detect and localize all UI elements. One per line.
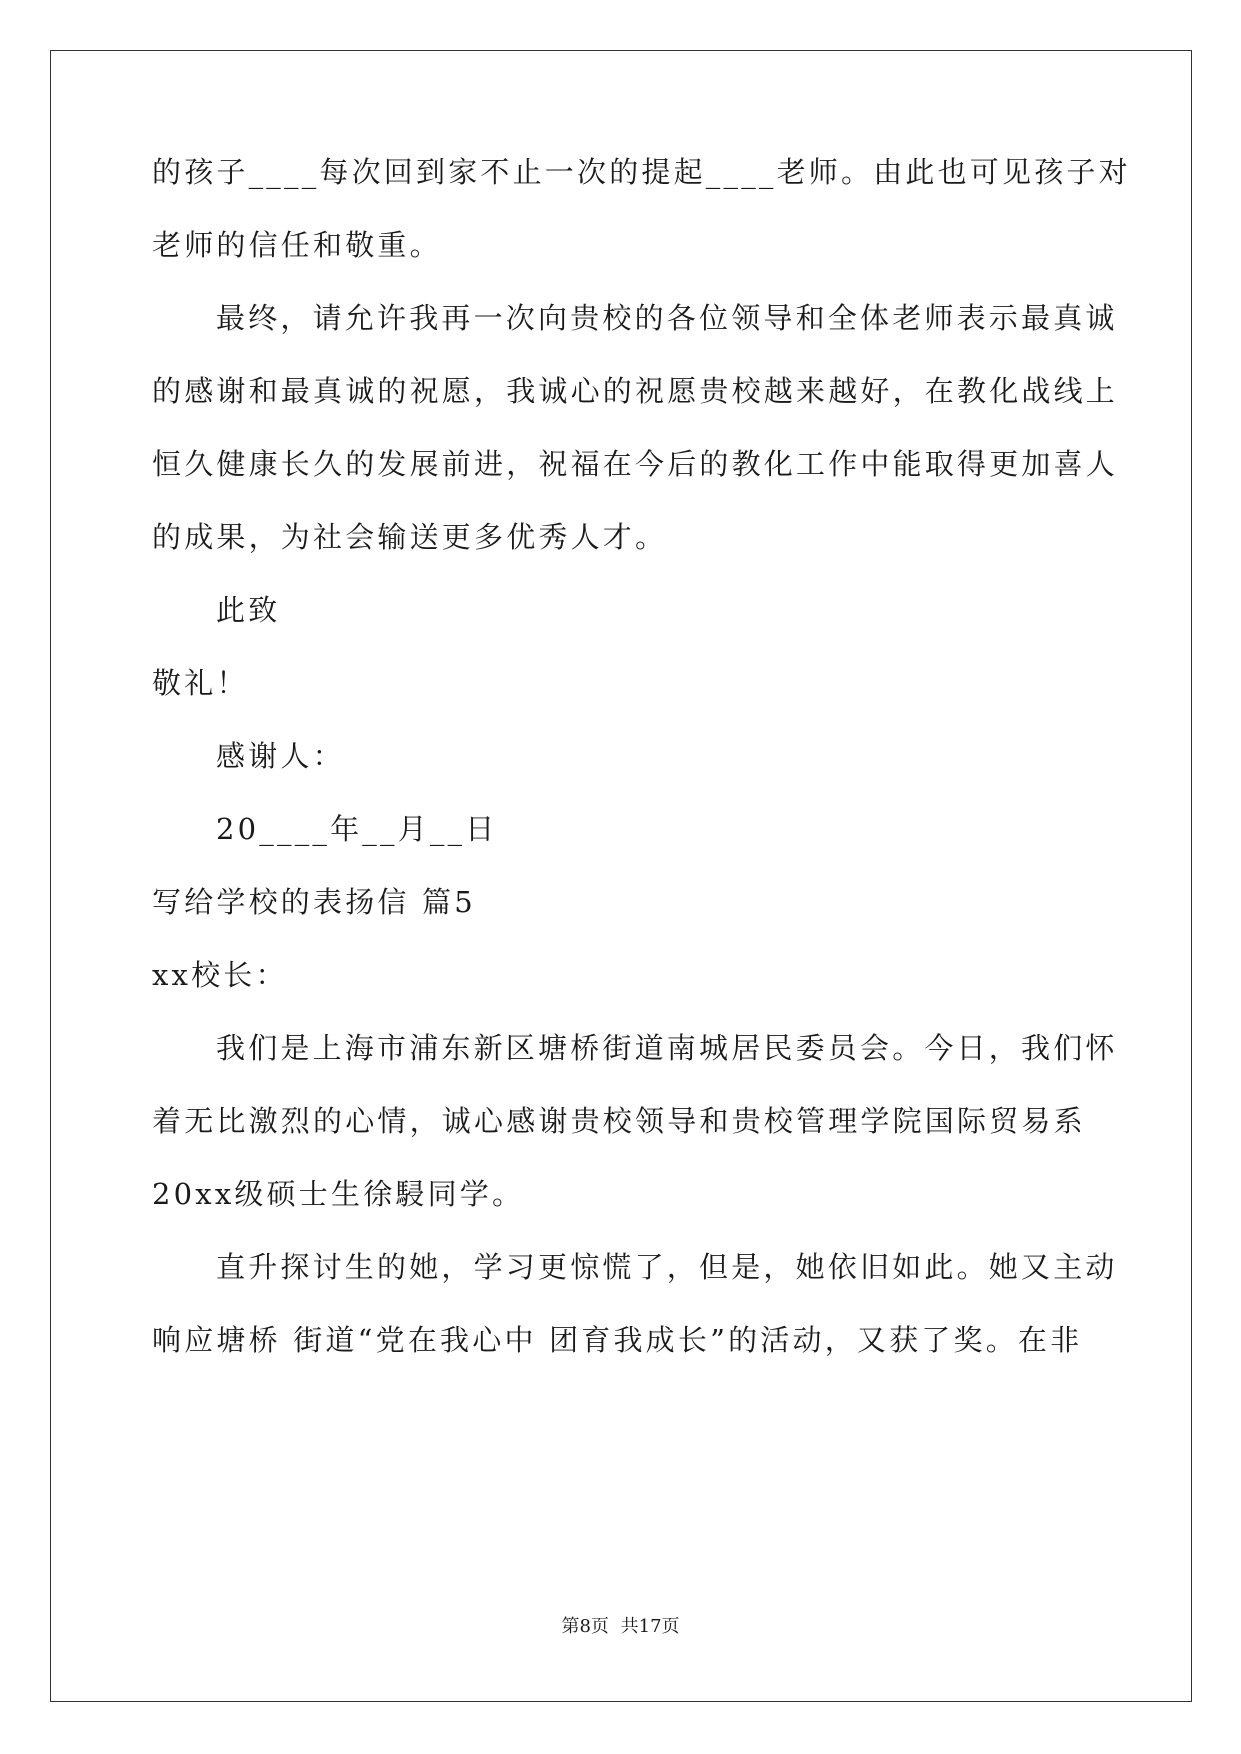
signature-label: 感谢人： [216, 739, 345, 773]
text-line: 20xx级硕士生徐駸同学。 [152, 1177, 525, 1211]
text-line: 的成果，为社会输送更多优秀人才。 [152, 520, 668, 554]
text-line: 着无比激烈的心情，诚心感谢贵校领导和贵校管理学院国际贸易系 [152, 1104, 1086, 1138]
text-line: 的孩子____每次回到家不止一次的提起____老师。由此也可见孩子对 [152, 155, 1131, 189]
closing-phrase: 此致 [216, 593, 281, 627]
page-number: 第8页 [561, 1616, 609, 1637]
paragraph-start-line: 直升探讨生的她，学习更惊慌了，但是，她依旧如此。她又主动 [216, 1250, 1118, 1284]
page-footer [0, 1612, 1241, 1638]
total-pages: 共17页 [620, 1616, 680, 1637]
text-line: 老师的信任和敬重。 [152, 228, 442, 262]
paragraph-start-line: 最终，请允许我再一次向贵校的各位领导和全体老师表示最真诚 [216, 301, 1118, 335]
salutation-closing: 敬礼！ [152, 666, 249, 700]
text-line: 恒久健康长久的发展前进，祝福在今后的教化工作中能取得更加喜人 [152, 447, 1119, 481]
date-line: 20____年__月__日 [216, 812, 498, 846]
text-line: 响应塘桥 街道“党在我心中 团育我成长”的活动，又获了奖。在非 [152, 1323, 1083, 1357]
text-line: 的感谢和最真诚的祝愿，我诚心的祝愿贵校越来越好，在教化战线上 [152, 374, 1119, 408]
section-heading: 写给学校的表扬信 篇5 [152, 885, 476, 919]
addressee-line: xx校长： [152, 958, 288, 992]
paragraph-start-line: 我们是上海市浦东新区塘桥街道南城居民委员会。今日，我们怀 [216, 1031, 1118, 1065]
